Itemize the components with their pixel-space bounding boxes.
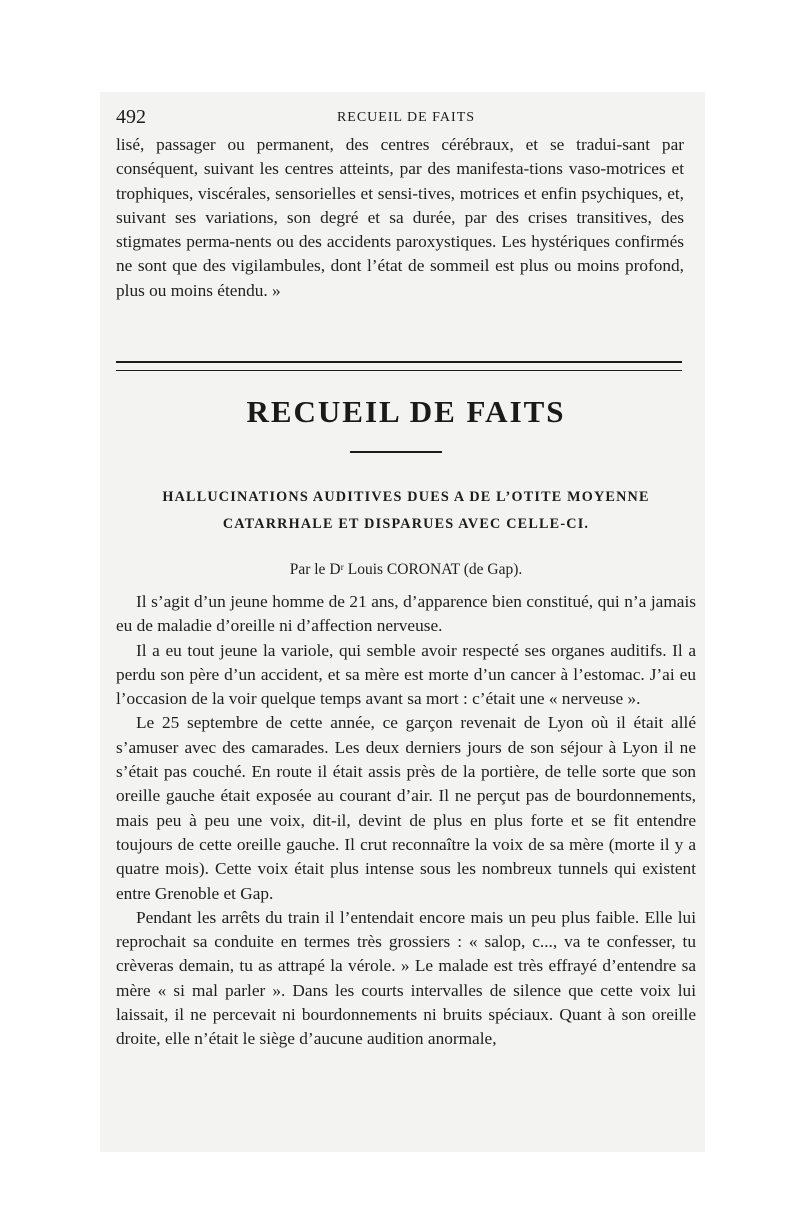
- opening-paragraph: lisé, passager ou permanent, des centres cérébraux, et se tradui-sant par conséquent, suivant les centres atteints, par des manifesta-tions vaso-motrices et trophiques, viscérales, sensorielles et sensi-tives, motrices et enfin psychiques, et, suivant ses variations, son degré et sa durée, par des crises transitives, des stigmates perma-nents ou des accidents paroxystiques. Les hystériques confirmés ne sont que des vigilambules, dont l’état de sommeil est plus ou moins profond, plus ou moins étendu. »: [116, 135, 684, 300]
- body-paragraph-3: Le 25 septembre de cette année, ce garçon revenait de Lyon où il était allé s’amuser avec des camarades. Les deux derniers jours de son séjour à Lyon il ne s’était pas couché. En route il était assis près de la portière, de telle sorte que son oreille gauche était exposée au courant d’air. Il ne perçut pas de bourdonnements, mais peu à peu une voix, dit-il, devint de plus en plus forte et se fit entendre toujours de cette oreille gauche. Il crut reconnaître la voix de sa mère (morte il y a quatre mois). Cette voix était plus intense sous les nombreux tunnels qui existent entre Grenoble et Gap.: [116, 713, 696, 903]
- running-header: [116, 106, 696, 130]
- article-title-line-2: CATARRHALE ET DISPARUES AVEC CELLE-CI.: [222, 516, 590, 532]
- article-body: [116, 590, 696, 1052]
- running-title: RECUEIL DE FAITS: [336, 110, 476, 125]
- article-title: [116, 484, 696, 538]
- body-paragraph-2: Il a eu tout jeune la variole, qui semble avoir respecté ses organes auditifs. Il a perdu son père d’un accident, et sa mère est morte d’un cancer à l’estomac. J’ai eu l’occasion de la voir quelque temps avant sa mort : c’était une « nerveuse ».: [116, 640, 696, 709]
- title-underline: [350, 451, 442, 453]
- page-number: 492: [116, 106, 146, 128]
- section-title: RECUEIL DE FAITS: [246, 394, 566, 429]
- section-divider: [116, 361, 682, 371]
- article-title-line-1: HALLUCINATIONS AUDITIVES DUES A DE L’OTITE MOYENNE: [162, 489, 650, 505]
- body-paragraph-4: Pendant les arrêts du train il l’entendait encore mais un peu plus faible. Elle lui reprochait sa conduite en termes très grossiers : « salop, c..., va te confesser, tu crèveras demain, tu as attrapé la vérole. » Le malade est très effrayé d’entendre sa mère « si mal parler ». Dans les courts intervalles de silence que cette voix lui laissait, il ne percevait ni bourdonnements ni bruits spéciaux. Quant à son oreille droite, elle n’était le siège d’aucune audition anormale,: [116, 907, 696, 1049]
- body-paragraph-1: Il s’agit d’un jeune homme de 21 ans, d’apparence bien constitué, qui n’a jamais eu de maladie d’oreille ni d’affection nerveuse.: [116, 592, 696, 636]
- article-byline: Par le Dʳ Louis CORONAT (de Gap).: [289, 561, 523, 578]
